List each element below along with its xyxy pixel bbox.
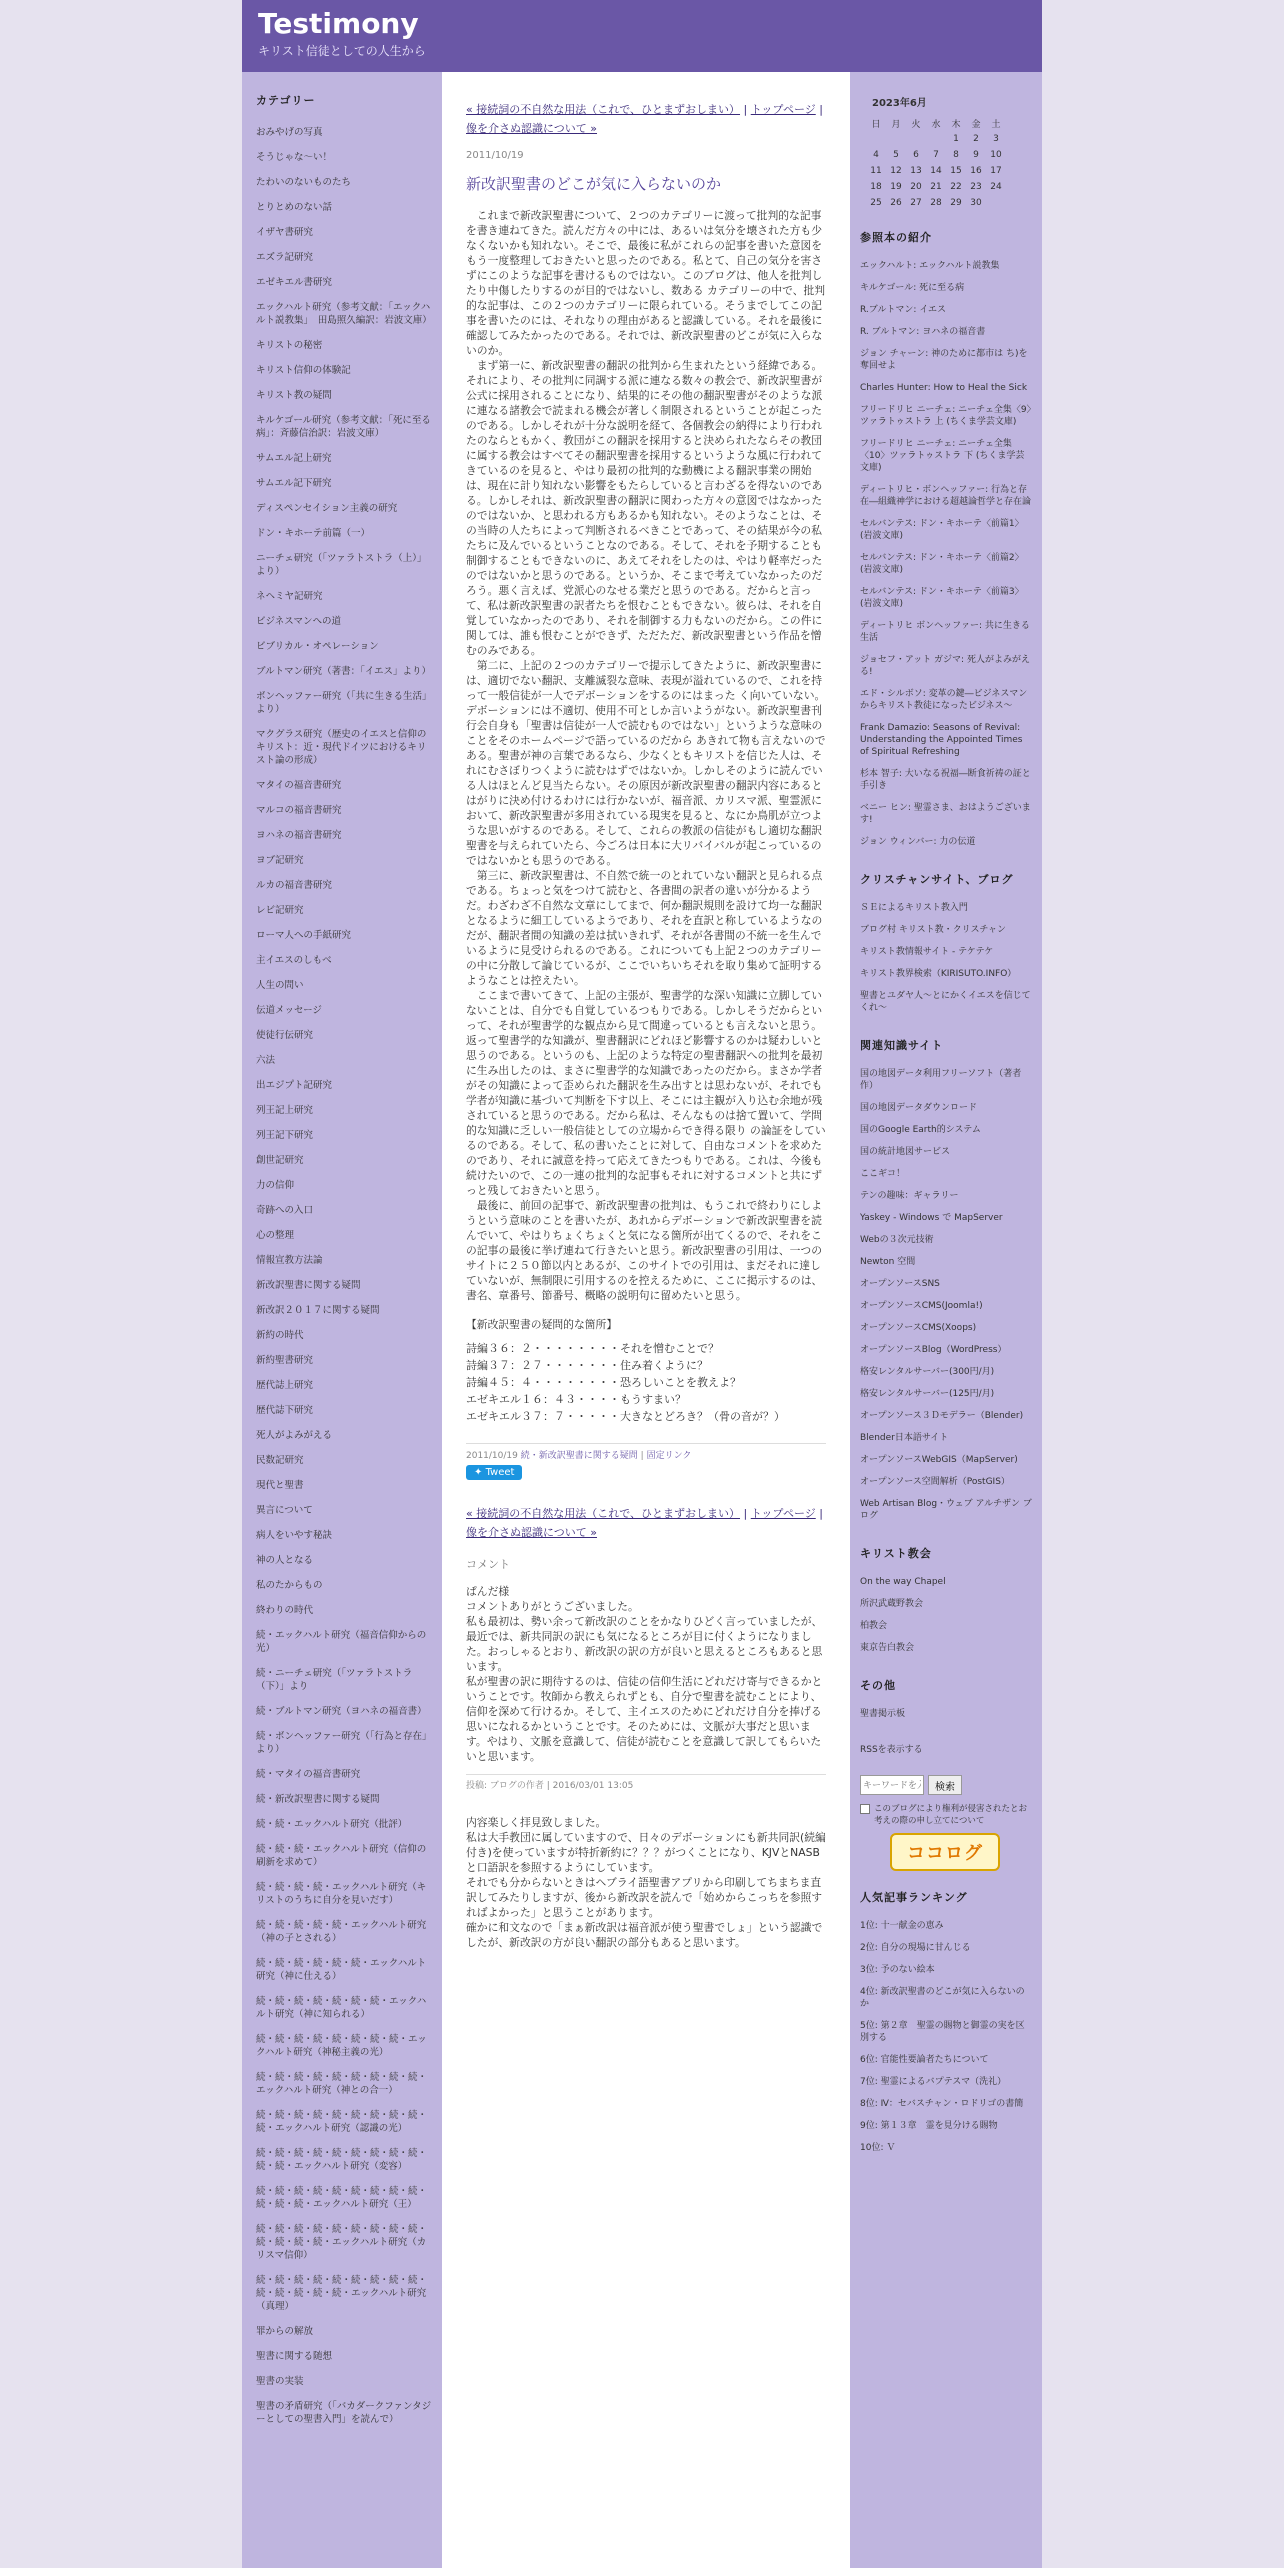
right-sidebar [850,72,1042,2568]
category-link[interactable]: 神の人となる [256,1555,314,1566]
related-site-link[interactable]: 国の地図データ利用フリーソフト（著者作） [860,1069,1022,1091]
verse-item: 詩編３６：２・・・・・・・・それを憎むことで？ [466,1342,719,1355]
ranking-item[interactable]: 3位: 予のない絵本 [860,1965,935,1975]
christian-site-link[interactable]: キリスト教界検索（KIRISUTO.INFO） [860,969,1017,979]
church-heading: キリスト教会 [860,1547,932,1560]
calendar-day: 29 [950,198,962,208]
cocolog-logo[interactable] [890,1833,1000,1871]
rss-link[interactable]: RSSを表示する [860,1745,923,1755]
calendar [866,115,1006,211]
category-link[interactable]: 新約の時代 [256,1330,304,1341]
category-link[interactable]: 続・続・続・続・続・続・エックハルト研究（神に仕える） [256,1958,427,1982]
comment-line: 確かに和文なので「まぁ新改訳は福音派が使う聖書でしょ」という認識でしたが、新改訳の方が良い翻訳の部分もあると思います。 [466,1921,823,1949]
calendar-week [866,163,1006,179]
calendar-day: 3 [993,134,999,144]
main-content [456,72,836,2568]
related-site-link[interactable]: Yaskey - Windows で MapServer [860,1213,1003,1223]
book-link[interactable]: エド・シルボソ: 変革の鍵―ビジネスマンからキリスト教徒になったビジネス～ [860,689,1028,711]
post-paragraph: まず第一に、新改訳聖書の翻訳の批判から生まれたという経緯である。それにより、その批判に同調する派に連なる数々の教会で、新改訳聖書が公式に採用されることになり、結果的にその他の翻訳聖書がそのような派に連なる諸教会で読まれる機会が著しく制限されるということが起こったのである。しかしそれが十分な説明を経て、各個教会の納得により行われたのならともかく、教団がこの翻訳を採用すると決められたならその教団に属する教会はすべてその翻訳聖書を採用するというような風に行われてきているのを見ると、やはり最初の批判的な動機による翻訳事業の開始は、現在に計り知れない影響をもたらしていると言わざるを得ないのである。しかしそれは、新改訳聖書の翻訳に関わった方々の意図ではなかったのではないか、と思われる方もあるかも知れない。そのようなことは、その当時の人たちによって判断されるべきことであって、その結果が今の私たちに及んでいるということなのである。そして、それを予期することも制御することもできないのに、あえてそれをしたのは、やはり軽率だったのではないかと思うのである。というか、そこまで考えていなかったのだろう。悪く言えば、党派心のなせる業だと思うのである。だからと言って、私は新改訳聖書の訳者たちを恨むこともできない。彼らは、それを自覚していなかったのであり、それを制御する力もないのだから。この件に関しては、誰も恨むことができず、ただただ、新改訳聖書という作品を憎むのみである。 [466,359,823,657]
related-site-link[interactable]: Web Artisan Blog・ウェブ アルチザン ブログ [860,1499,1032,1521]
comment-line: 私が聖書の訳に期待するのは、信徒の信仰生活にどれだけ寄与できるかということです。牧師から教えられずとも、自分で聖書を読むことにより、信仰を深めて行けるか。そして、主イエスのためにどれだけ自分を捧げる思いになれるかということです。そのためには、文脈が大事だと思います。やはり、文脈を意識して、信徒が読むことを意識して訳してもらいたいと思います。 [466,1675,823,1763]
category-link[interactable]: ディスペンセイション主義の研究 [256,503,398,514]
christian-sites-heading: クリスチャンサイト、ブログ [860,873,1014,886]
category-link[interactable]: 続・ニーチェ研究（「ツァラトストラ（下）」より [256,1668,413,1692]
book-link[interactable]: Charles Hunter: How to Heal the Sick [860,383,1028,393]
post-body [466,208,826,1425]
ranking-item[interactable]: 1位: 十一献金の恵み [860,1921,944,1931]
calendar-week [866,195,1006,211]
post-paragraph: 最後に、前回の記事で、新改訳聖書の批判は、もうこれで終わりにしようという意味のことを書いたが、あれからデボーションで新改訳聖書を読んでいて、やはりちょくちょくと気になる箇所が出てくるので、それをこの記事の最後に挙げ連ねて行きたいと思う。新改訳聖書の引用は、一つのサイトに２５０節以内とあるが、このサイトでの引用は、まだそれに達していないが、無制限に引用するのを控えるために、ここに掲示するのは、書名、章番号、節番号、概略の説明句に留めたいと思う。 [466,1199,823,1302]
christian-site-link[interactable]: 聖書とユダヤ人～とにかくイエスを信じてくれ～ [860,991,1031,1013]
category-link[interactable]: 続・続・続・続・エックハルト研究（キリストのうちに自分を見いだす） [256,1882,427,1906]
category-link[interactable]: ヨブ記研究 [256,855,304,866]
category-link[interactable]: 続・続・続・エックハルト研究（信仰の刷新を求めて） [256,1844,427,1868]
book-link[interactable]: フリードリヒ ニーチェ: ニーチェ全集〈9〉ツァラトゥストラ 上 (ちくま学芸文庫) [860,405,1032,427]
ranking-item[interactable]: 10位: Ｖ [860,2143,896,2153]
twitter-bird-icon: ✦ [474,1467,486,1478]
ranking-item[interactable]: 5位: 第２章 聖霊の賜物と御霊の実を区別する [860,2021,1025,2043]
book-link[interactable]: ディートリヒ・ボンヘッファー: 行為と存在―組織神学における超越論哲学と存在論 [860,485,1032,507]
calendar-day: 11 [870,166,882,176]
ranking-heading: 人気記事ランキング [860,1891,968,1904]
book-link[interactable]: エックハルト: エックハルト説教集 [860,261,1000,271]
comment-line: 私も最初は、勢い余って新改訳のことをかなりひどく言っていましたが、最近では、新共同訳の訳にも気になるところが目に付くようになりました。おっしゃるとおり、新改訳の訳の方が良いと思えるところもあると思います。 [466,1615,823,1673]
calendar-title: 2023年6月 [872,98,927,109]
prev-post-link[interactable]: « 接続詞の不自然な用法（これで、ひとまずおしまい） [466,103,741,116]
post-date: 2011/10/19 [466,150,524,161]
calendar-week [866,179,1006,195]
related-site-link[interactable]: Newton 空間 [860,1257,916,1267]
calendar-day: 22 [950,182,962,192]
footer-category-link[interactable]: 続・新改訳聖書に関する疑問 [520,1451,638,1461]
comment [466,1584,826,1791]
related-site-link[interactable]: オープンソースCMS(Xoops) [860,1323,977,1333]
category-link[interactable]: 続・続・続・続・続・続・続・続・続・続・続・続・続・続・エックハルト研究（真理） [256,2275,428,2312]
footer-date: 2011/10/19 [466,1451,518,1461]
category-link[interactable]: 異言について [256,1505,313,1516]
category-link[interactable]: キルケゴール研究（参考文献：「死に至る病」：斉藤信治訳：岩波文庫） [256,415,431,439]
verse-item: 詩編３７：２７・・・・・・・住み着くように？ [466,1359,708,1372]
category-link[interactable]: たわいのないものたち [256,177,352,188]
book-link[interactable]: R.ブルトマン: イエス [860,305,946,315]
category-list [256,120,432,2432]
category-link[interactable]: エックハルト研究（参考文献：「エックハルト説教集」 田島照久編訳：岩波文庫） [256,302,432,326]
calendar-day: 24 [990,182,1002,192]
weekday-label: 月 [891,119,901,130]
category-link[interactable]: 死人がよみがえる [256,1430,333,1441]
related-site-link[interactable]: 格安レンタルサーバー(125円/月) [860,1389,995,1399]
church-link[interactable]: 東京告白教会 [860,1643,915,1653]
christian-site-link[interactable]: ＳＥによるキリスト教入門 [860,903,968,913]
book-link[interactable]: キルケゴール: 死に至る病 [860,283,965,293]
book-link[interactable]: ベニー ヒン: 聖霊さま、おはようございます! [860,803,1031,825]
church-link[interactable]: 柏教会 [860,1621,888,1631]
calendar-day: 18 [870,182,882,192]
calendar-day: 12 [890,166,902,176]
ranking-item[interactable]: 2位: 自分の現場に甘んじる [860,1943,971,1953]
category-link[interactable]: 続・続・続・続・続・エックハルト研究（神の子とされる） [256,1920,427,1944]
weekday-label: 水 [931,119,941,130]
book-link[interactable]: セルバンテス: ドン・キホーテ〈前篇3〉(岩波文庫) [860,587,1024,609]
comment-line: コメントありがとうございました。 [466,1600,639,1613]
other-list [860,1703,1032,1725]
category-link[interactable]: キリストの秘密 [256,340,323,351]
category-link[interactable]: 続・続・続・続・続・続・続・続・続・続・続・続・続・エックハルト研究（カリスマ信仰） [256,2224,428,2261]
comment [466,1815,826,1950]
category-link[interactable]: ネヘミヤ記研究 [256,591,323,602]
category-link[interactable]: 奇跡への入口 [256,1205,314,1216]
category-link[interactable]: 罪からの解放 [256,2326,314,2337]
category-link[interactable]: キリスト教の疑問 [256,390,332,401]
ranking-list [860,1915,1032,2159]
calendar-day: 26 [890,198,902,208]
related-site-link[interactable]: Webの３次元技術 [860,1235,934,1245]
related-sites-list [860,1063,1032,1527]
calendar-day: 27 [910,198,922,208]
related-site-link[interactable]: 格安レンタルサーバー(300円/月) [860,1367,995,1377]
book-link[interactable]: セルバンテス: ドン・キホーテ〈前篇1〉(岩波文庫) [860,519,1024,541]
category-link[interactable]: ビブリカル・オペレーション [256,641,379,652]
book-link[interactable]: R. ブルトマン: ヨハネの福音書 [860,327,986,337]
left-sidebar [242,72,442,2568]
calendar-day: 20 [910,182,922,192]
calendar-day: 21 [930,182,942,192]
blog-title[interactable]: Testimony [258,7,419,40]
comment-line: ぱんだ様 [466,1585,510,1598]
search-input[interactable] [860,1775,924,1795]
category-link[interactable]: そうじゃな～い！ [256,152,333,163]
related-site-link[interactable]: オープンソースWebGIS（MapServer) [860,1455,1018,1465]
weekday-label: 火 [911,119,921,130]
related-sites-heading: 関連知識サイト [860,1039,944,1052]
category-link[interactable]: 続・続・続・続・続・続・続・続・続・続・続・エックハルト研究（変容） [256,2148,428,2172]
category-link[interactable]: レビ記研究 [256,905,304,916]
calendar-day: 14 [930,166,942,176]
post-paragraph: これまで新改訳聖書について、２つのカテゴリーに渡って批判的な記事を書き連ねてきた。読んだ方々の中には、あるいは気分を壊された方も少なくないかも知れない。そこで、最後に私がこれらの記事を書いた意図をもう一度整理しておきたいと思ったのである。私とて、自己の気分を害さずにこのような記事を書けるものではない。このブログは、他人を批判したり中傷したりするのが目的ではないし、数ある カテゴリーの中で、批判的な記事は、この２つのカテゴリーに限られている。そうまでしてこの記事を書いたのには、それなりの理由があると認識している。それを最後に確認してみたかったのである。それでは、新改訳聖書のどこが気に入らないのか。 [466,209,826,357]
comment-line: それでも分からないときはヘブライ語聖書アプリから印刷してちまちま直訳してみたりしますが、後から新改訳を読んで「始めからこっちを参照すればよかった」と思うことがあります。 [466,1876,823,1919]
comment-line: 内容楽しく拝見致しました。 [466,1816,607,1829]
nav-separator: | [819,1507,823,1520]
post-navigation-bottom [466,1504,826,1542]
calendar-day [986,195,1006,211]
category-link[interactable]: 使徒行伝研究 [256,1030,314,1041]
calendar-week [866,147,1006,163]
category-link[interactable]: 列王記下研究 [256,1130,314,1141]
book-link[interactable]: ジョン ウィンバー: 力の伝道 [860,837,976,847]
calendar-day: 30 [970,198,982,208]
related-site-link[interactable]: 国のGoogle Earth的システム [860,1125,981,1135]
book-link[interactable]: フリードリヒ ニーチェ: ニーチェ全集〈10〉ツァラトゥストラ 下 (ちくま学芸文庫) [860,439,1025,473]
category-link[interactable]: 新改訳聖書に関する疑問 [256,1280,361,1291]
top-page-link[interactable]: トップページ [750,1507,816,1520]
category-link[interactable]: サムエル記下研究 [256,478,332,489]
verse-list [466,1340,826,1425]
category-link[interactable]: 続・続・続・続・続・続・続・エックハルト研究（神に知られる） [256,1996,427,2020]
calendar-day: 13 [910,166,922,176]
report-row [860,1803,1032,1827]
ranking-item[interactable]: 9位: 第１３章 霊を見分ける賜物 [860,2121,998,2131]
category-link[interactable]: キリスト信仰の体験記 [256,365,351,376]
related-site-link[interactable]: ここギコ！ [860,1169,906,1179]
book-link[interactable]: ディートリヒ ボンヘッファー: 共に生きる生活 [860,621,1030,643]
category-link[interactable]: 列王記上研究 [256,1105,314,1116]
comment-line: 私は大手教団に属していますので、日々のデボーションにも新共同訳(続編付き)を使っていますが特折新約に？？？がつくことになり、KJVとNASBと口語訳を参照するようにしています。 [466,1831,826,1874]
calendar-day [906,131,926,147]
category-link[interactable]: ニーチェ研究（「ツァラトストラ（上）」より） [256,553,427,577]
category-link[interactable]: ビジネスマンへの道 [256,616,342,627]
ranking-item[interactable]: 8位: Ⅳ：セバスチャン・ロドリゴの書簡 [860,2099,1024,2109]
book-link[interactable]: 杉本 智子: 大いなる祝福―断食祈祷の証と手引き [860,769,1031,791]
category-link[interactable]: おみやげの写真 [256,127,323,138]
category-link[interactable]: 心の整理 [256,1230,295,1241]
church-link[interactable]: On the way Chapel [860,1577,946,1587]
category-link[interactable]: 聖書の実装 [256,2376,304,2387]
category-link[interactable]: ヨハネの福音書研究 [256,830,342,841]
category-link[interactable]: ローマ人への手紙研究 [256,930,352,941]
category-link[interactable]: 新約聖書研究 [256,1355,314,1366]
category-link[interactable]: 情報宣教方法論 [256,1255,323,1266]
verse-item: エゼキエル１６：４３・・・・もうすまい？ [466,1393,686,1406]
category-link[interactable]: ボンヘッファー研究（「共に生きる生活」より） [256,691,432,715]
category-link[interactable]: 続・続・続・続・続・続・続・続・続・続・エックハルト研究（認識の光） [256,2110,428,2134]
category-link[interactable]: 出エジプト記研究 [256,1080,333,1091]
category-link[interactable]: 伝道メッセージ [256,1005,322,1016]
related-site-link[interactable]: Blender日本語サイト [860,1433,949,1443]
book-link[interactable]: ジョセフ・アット ガジマ: 死人がよみがえる! [860,655,1030,677]
category-link[interactable]: 人生の問い [256,980,304,991]
top-page-link[interactable]: トップページ [750,103,816,116]
category-link[interactable]: 続・続・続・続・続・続・続・続・続・エックハルト研究（神との合一） [256,2072,428,2096]
category-link[interactable]: 歴代誌下研究 [256,1405,314,1416]
calendar-day: 25 [870,198,882,208]
calendar-day: 16 [970,166,982,176]
other-heading: その他 [860,1679,896,1692]
calendar-day: 19 [890,182,902,192]
category-link[interactable]: ドン・キホーテ前篇（一） [256,528,371,539]
prev-post-link[interactable]: « 接続詞の不自然な用法（これで、ひとまずおしまい） [466,1507,741,1520]
calendar-day: 23 [970,182,982,192]
category-link[interactable]: イザヤ書研究 [256,227,314,238]
calendar-day: 2 [973,134,979,144]
category-link[interactable]: マタイの福音書研究 [256,780,342,791]
calendar-day: 28 [930,198,942,208]
post-paragraph: 第三に、新改訳聖書は、不自然で統一のとれていない翻訳と見られる点である。ちょっと気をつけて読むと、各書間の訳者の違いが分かるようだ。わざわざ不自然な文章にしてまで、何か翻訳規則を設けて均一な翻訳となるように細工しているようであり、それを直訳と称しているようなのだが、翻訳者間の知識の差は拭いきれず、それが各書間の不統一を生んでいるように見受けられるのである。これについても上記２つのカテゴリーの中に分散して論じているが、ここでいちいちそれを取り集めて証明するようなことは控えたい。 [466,869,823,987]
books-heading: 参照本の紹介 [860,231,932,244]
related-site-link[interactable]: オープンソース３Ｄモデラー（Blender) [860,1411,1024,1421]
calendar-day: 9 [973,150,979,160]
cocolog-logo-text: ココログ [907,1843,983,1864]
category-link[interactable]: エズラ記研究 [256,252,314,263]
book-link[interactable]: Frank Damazio: Seasons of Revival: Understanding the Appointed Times of Spiritual Refreshing [860,723,1023,757]
category-link[interactable]: 聖書の矛盾研究（「バカダークファンタジーとしての聖書入門」を読んで） [256,2401,432,2425]
category-link[interactable]: 病人をいやす秘訣 [256,1530,333,1541]
church-list [860,1571,1032,1659]
category-link[interactable]: 続・マタイの福音書研究 [256,1769,361,1780]
calendar-day: 6 [913,150,919,160]
tweet-button[interactable] [466,1465,522,1480]
nav-separator: | [743,1507,748,1520]
category-link[interactable]: 続・新改訳聖書に関する疑問 [256,1794,380,1805]
category-link[interactable]: 歴代誌上研究 [256,1380,314,1391]
category-link[interactable]: サムエル記上研究 [256,453,332,464]
nav-separator: | [743,103,748,116]
category-link[interactable]: 聖書に関する随想 [256,2351,333,2362]
category-link[interactable]: 続・ブルトマン研究（ヨハネの福音書） [256,1706,427,1717]
calendar-day [926,131,946,147]
related-site-link[interactable]: オープンソースSNS [860,1279,940,1289]
ranking-item[interactable]: 7位: 聖霊によるバプテスマ（洗礼） [860,2077,1007,2087]
christian-site-link[interactable]: ブログ村 キリスト教・クリスチャン [860,925,1007,935]
weekday-label: 木 [951,119,961,130]
category-link[interactable]: 六法 [256,1055,276,1066]
category-link[interactable]: マルコの福音書研究 [256,805,342,816]
verses-heading: 【新改訳聖書の疑問的な箇所】 [466,1318,618,1331]
comments-heading: コメント [466,1558,510,1571]
book-link[interactable]: セルバンテス: ドン・キホーテ〈前篇2〉(岩波文庫) [860,553,1024,575]
related-site-link[interactable]: オープンソース空間解析（PostGIS） [860,1477,1010,1487]
category-link[interactable]: マクグラス研究（歴史のイエスと信仰のキリスト：近・現代ドイツにおけるキリスト論の形成） [256,729,427,766]
calendar-day: 4 [873,150,879,160]
calendar-day: 5 [893,150,899,160]
search-form [860,1775,1032,1795]
calendar-day: 10 [990,150,1002,160]
next-post-link[interactable]: 像を介さぬ認識について » [466,122,598,135]
category-link[interactable]: 民数記研究 [256,1455,304,1466]
category-link[interactable]: 続・続・続・続・続・続・続・続・エックハルト研究（神秘主義の光） [256,2034,427,2058]
other-link[interactable]: 聖書掲示板 [860,1709,906,1719]
verse-item: エゼキエル３７：７・・・・・大きなとどろき？（骨の音が？） [466,1410,785,1423]
nav-separator: | [819,103,823,116]
calendar-day [866,131,886,147]
related-site-link[interactable]: オープンソースCMS(Joomla!) [860,1301,983,1311]
category-link[interactable]: 新改訳２０１７に関する疑問 [256,1305,380,1316]
weekday-label: 土 [991,119,1001,130]
post-paragraph: ここまで書いてきて、上記の主張が、聖書学的な深い知識に立脚していないことは、自分でも自覚しているつもりである。しかしそうだからといって、それが聖書学的な観点から見て間違っているとも言えないと思う。返って聖書学的な知識が、聖書翻訳にどれほど影響するのかは疑わしいと思うのである。というのも、上記のような特定の聖書翻訳への批判を最初に生み出したのは、まさに聖書学的な知識であったのだから。まさか学者がその知識によって歪められた翻訳を生み出すとは思わないが、それでも学者が知識に基づいて判断を下す以上、そこには主観が入り込む余地が残されていると思うのである。だから私は、そんなものは捨て置いて、学問的な知識に乏しい一般信徒としての立場からでき得る限り の論証をしているのである。そして、私の書いたことに対して、自由なコメントを求めたのであり、それに誠意を持って応えてきたつもりである。これは、今後も続けたいので、この一連の批判的な記事もそれに対するコメントと共にずっと残しておきたいと思う。 [466,989,826,1197]
ranking-item[interactable]: 4位: 新改訳聖書のどこが気に入らないのか [860,1987,1025,2009]
calendar-day: 17 [990,166,1002,176]
category-heading: カテゴリー [256,94,316,107]
category-link[interactable]: エゼキエル書研究 [256,277,333,288]
church-link[interactable]: 所沢武蔵野教会 [860,1599,924,1609]
category-link[interactable]: 主イエスのしもべ [256,955,332,966]
blog-header [242,0,1042,72]
post-footer [466,1443,826,1461]
footer-separator: | [640,1451,644,1461]
calendar-day: 1 [953,134,959,144]
rss-section [860,1739,1032,1761]
calendar-day [886,131,906,147]
books-list [860,255,1032,853]
post-title: 新改訳聖書のどこが気に入らないのか [466,175,722,193]
category-link[interactable]: とりとめのない話 [256,202,333,213]
christian-site-link[interactable]: キリスト教情報サイト - テケテケ [860,947,994,957]
calendar-day: 8 [953,150,959,160]
search-button[interactable]: 検索 [928,1775,962,1795]
comment-meta: 投稿: ブログの作者 | 2016/03/01 13:05 [466,1774,826,1791]
tweet-label: Tweet [485,1467,515,1478]
weekday-label: 金 [971,119,981,130]
category-link[interactable]: ルカの福音書研究 [256,880,333,891]
category-link[interactable]: 続・続・エックハルト研究（批評） [256,1819,408,1830]
verse-item: 詩編４５：４・・・・・・・・恐ろしいことを教えよ？ [466,1376,741,1389]
category-link[interactable]: 続・続・続・続・続・続・続・続・続・続・続・続・エックハルト研究（王） [256,2186,428,2210]
ranking-item[interactable]: 6位: 官能性要論者たちについて [860,2055,989,2065]
book-link[interactable]: ジョン チャーン: 神のために都市は ち)を奪回せよ [860,349,1028,371]
related-site-link[interactable]: テンの趣味：ギャラリー [860,1191,959,1201]
report-label[interactable]: このブログにより権利が侵害されたとお考えの際の申し立てについて [874,1804,1028,1826]
calendar-week [866,131,1006,147]
calendar-day: 15 [950,166,962,176]
category-link[interactable]: 力の信仰 [256,1180,295,1191]
next-post-link[interactable]: 像を介さぬ認識について » [466,1526,598,1539]
category-link[interactable]: 私のたからもの [256,1580,323,1591]
category-link[interactable]: 続・ボンヘッファー研究（「行為と存在」より） [256,1731,432,1755]
category-link[interactable]: 現代と聖書 [256,1480,304,1491]
report-checkbox[interactable] [860,1804,870,1814]
category-link[interactable]: ブルトマン研究（著書：「イエス」より） [256,666,431,677]
category-link[interactable]: 創世記研究 [256,1155,304,1166]
post-paragraph: 第二に、上記の２つのカテゴリーで提示してきたように、新改訳聖書には、適切でない翻訳、支離滅裂な意味、表現が溢れているので、これを持って一般信徒が一人でデボーションをするのにはまった く向いていない。デボーションには不適切、使用不可としか言いようがない。新改訳聖書刊行会自身も「聖書は信徒が一人で読むものではない」というような意味のことをそのホームページで語っているのだから あきれて物も言えないのである。聖書が神の言葉であるなら、少なくともキリストを信じた人は、それにむさぼりつくように読むはずではないか。しかしそのように読んでいる人はほとんど見当たらない。その原因が新改訳聖書の翻訳内容にあるとはがりに決め付けるわけには行かないが、福音派、カリスマ派、聖霊派において、新改訳聖書が多用されている現実を見ると、なにか鳥肌が立つような思いがするのである。そして、これらの教派の信徒がもし適切な翻訳聖書を与えられていたら、今ごろは日本に大リバイバルが起こっているのではないかとも思うのである。 [466,659,826,867]
christian-sites-list [860,897,1032,1019]
related-site-link[interactable]: 国の地図データダウンロード [860,1103,978,1113]
page [242,0,1042,2568]
permalink[interactable]: 固定リンク [646,1451,692,1461]
post-navigation [466,100,826,138]
category-link[interactable]: 続・エックハルト研究（福音信仰からの光） [256,1630,427,1654]
related-site-link[interactable]: オープンソースBlog（WordPress） [860,1345,1007,1355]
weekday-label: 日 [871,119,881,130]
blog-tagline: キリスト信徒としての人生から [258,44,426,58]
related-site-link[interactable]: 国の統計地図サービス [860,1147,951,1157]
category-link[interactable]: 終わりの時代 [256,1605,314,1616]
calendar-day: 7 [933,150,939,160]
